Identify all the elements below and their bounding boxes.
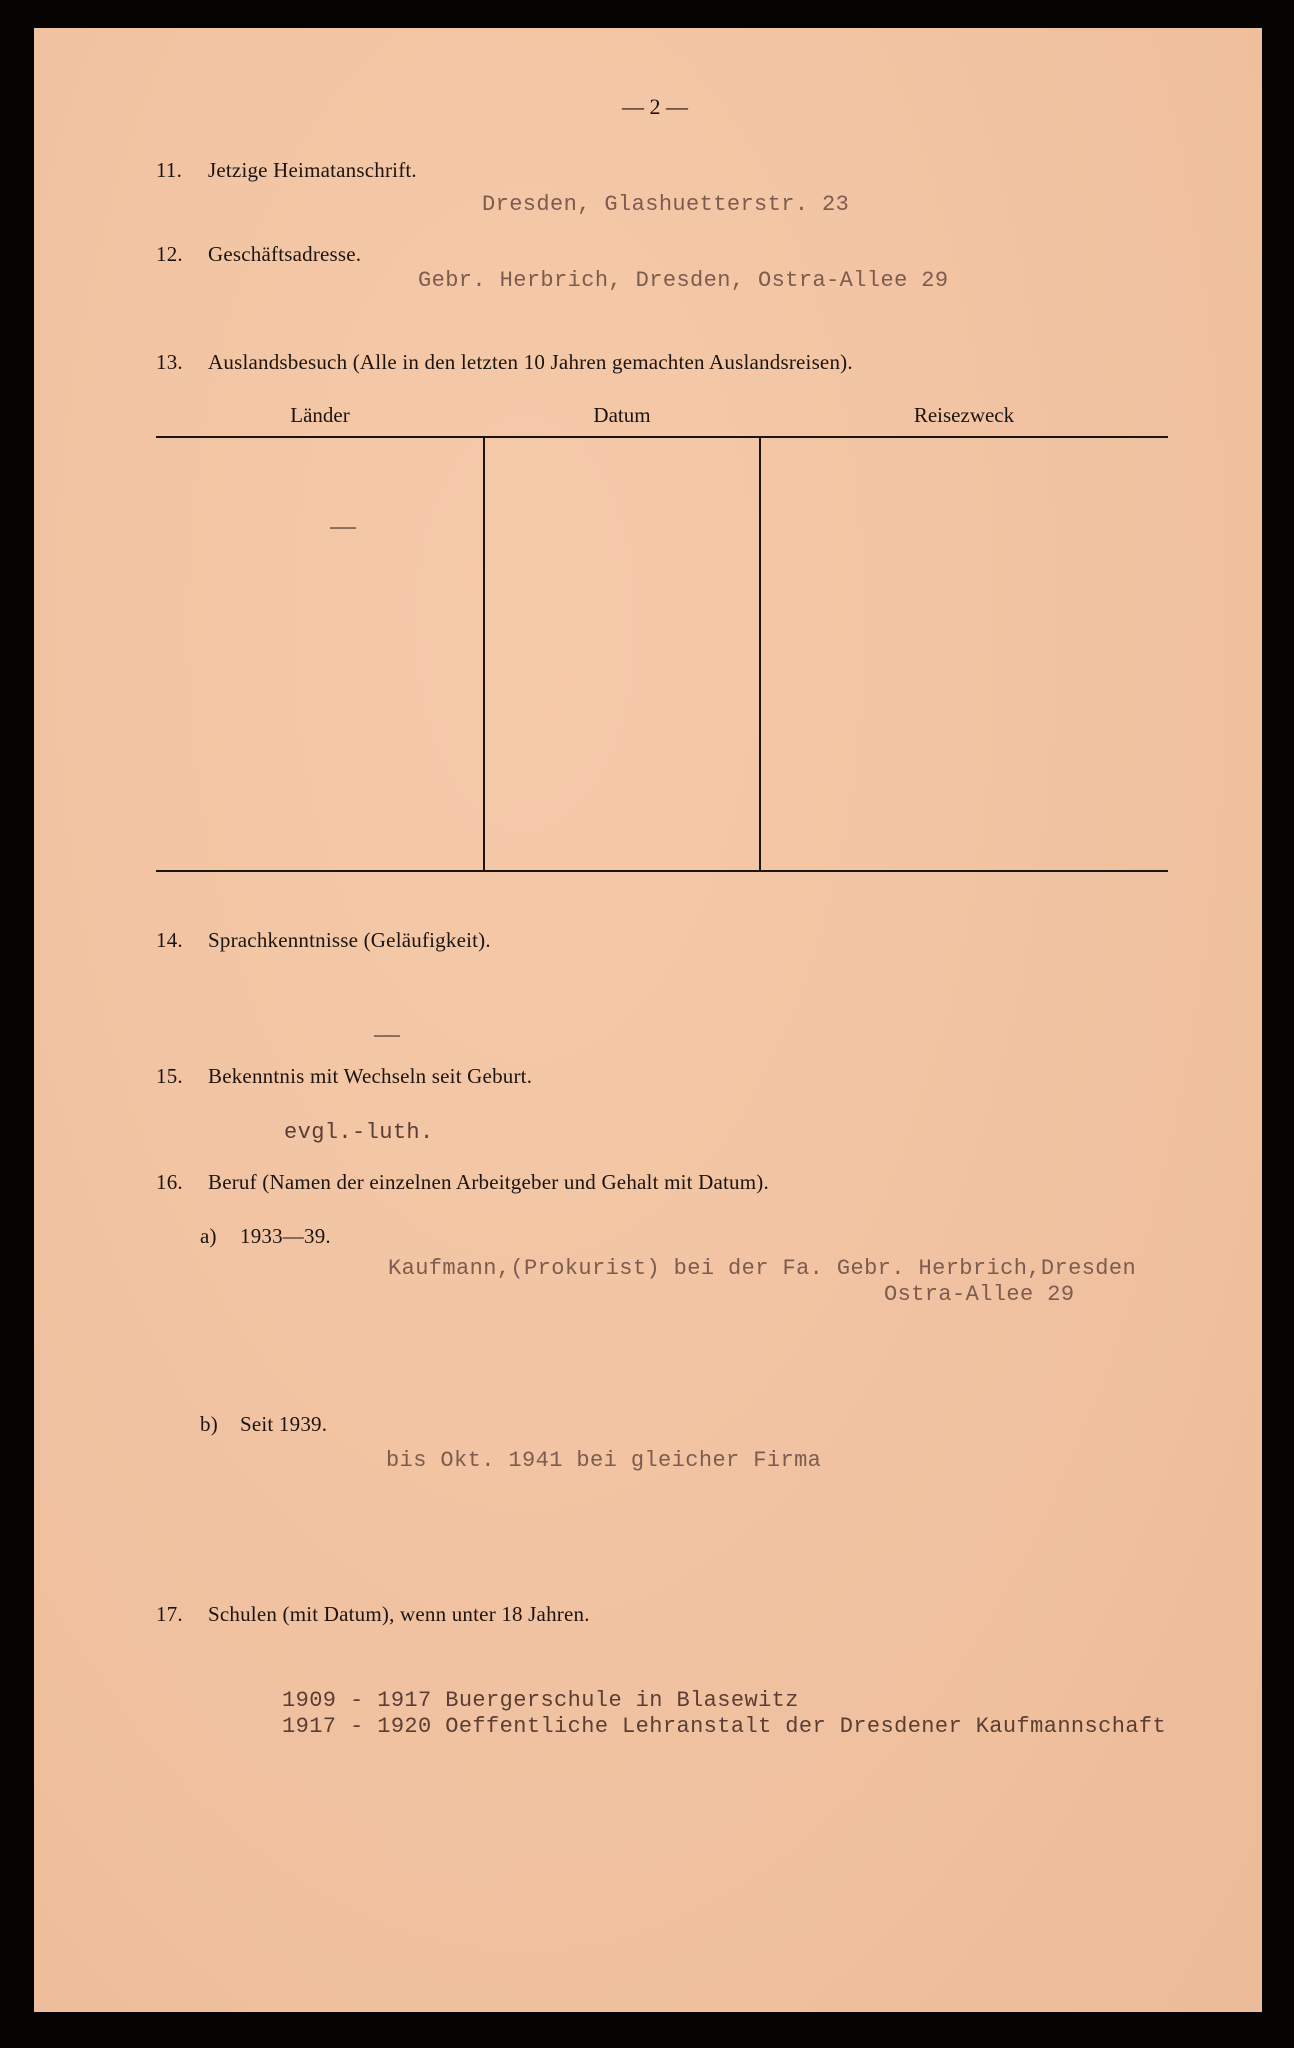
column-header-laender: Länder (290, 403, 350, 427)
answer-languages-dash: —— (374, 1028, 398, 1043)
question-number: 13. (156, 350, 183, 374)
table-column-divider (483, 438, 485, 870)
travel-countries-dash: —— (330, 520, 354, 535)
question-number: 17. (156, 1602, 183, 1626)
answer-denomination: evgl.-luth. (284, 1120, 434, 1145)
question-label: Geschäftsadresse. (208, 242, 362, 266)
sub-period: Seit 1939. (240, 1412, 328, 1436)
answer-employment-a-line1: Kaufmann,(Prokurist) bei der Fa. Gebr. Herbrich,Dresden (388, 1256, 1137, 1281)
answer-business-address: Gebr. Herbrich, Dresden, Ostra-Allee 29 (418, 268, 949, 293)
sub-label: a) (200, 1224, 217, 1248)
question-17 (156, 1602, 590, 1627)
question-number: 14. (156, 928, 183, 952)
question-14 (156, 928, 491, 953)
question-15 (156, 1064, 532, 1089)
answer-school-1: 1909 - 1917 Buergerschule in Blasewitz (282, 1688, 799, 1713)
question-13 (156, 350, 853, 375)
sub-label: b) (200, 1412, 218, 1436)
question-label: Beruf (Namen der einzelnen Arbeitgeber und Gehalt mit Datum). (208, 1170, 769, 1194)
question-16b (200, 1412, 327, 1437)
page-number: — 2 — (622, 94, 688, 119)
answer-employment-b: bis Okt. 1941 bei gleicher Firma (386, 1448, 822, 1473)
question-number: 11. (156, 158, 183, 182)
table-bottom-rule (156, 870, 1168, 872)
question-number: 15. (156, 1064, 183, 1088)
column-header-datum: Datum (593, 403, 651, 427)
question-number: 12. (156, 242, 183, 266)
question-label: Auslandsbesuch (Alle in den letzten 10 Jahren gemachten Auslandsreisen). (208, 350, 853, 374)
sub-period: 1933—39. (240, 1224, 331, 1248)
question-16 (156, 1170, 769, 1195)
table-top-rule (156, 436, 1168, 438)
question-11 (156, 158, 417, 183)
question-number: 16. (156, 1170, 183, 1194)
table-column-divider (759, 438, 761, 870)
question-label: Schulen (mit Datum), wenn unter 18 Jahren. (208, 1602, 590, 1626)
question-label: Bekenntnis mit Wechseln seit Geburt. (208, 1064, 533, 1088)
answer-school-2: 1917 - 1920 Oeffentliche Lehranstalt der Dresdener Kaufmannschaft (282, 1714, 1167, 1739)
answer-home-address: Dresden, Glashuetterstr. 23 (482, 192, 850, 217)
document-page (34, 28, 1262, 2012)
column-header-reisezweck: Reisezweck (913, 403, 1015, 427)
answer-employment-a-line2: Ostra-Allee 29 (884, 1282, 1075, 1307)
question-label: Sprachkenntnisse (Geläufigkeit). (208, 928, 491, 952)
question-label: Jetzige Heimatanschrift. (208, 158, 417, 182)
question-12 (156, 242, 361, 267)
question-16a (200, 1224, 331, 1249)
